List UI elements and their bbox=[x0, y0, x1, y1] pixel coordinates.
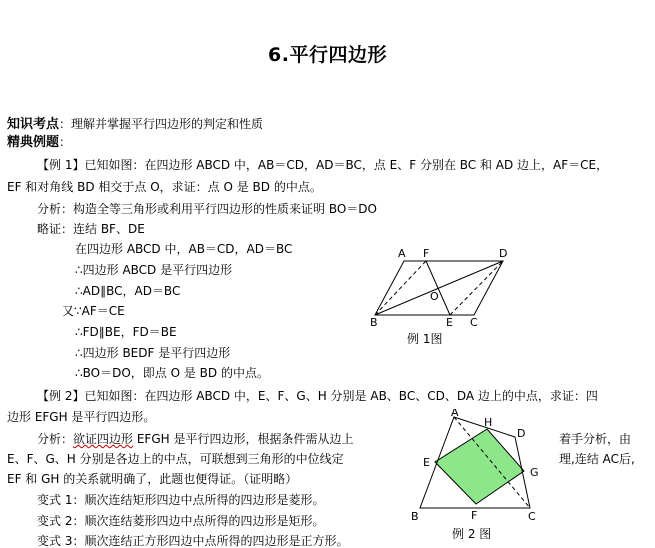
ex1-statement-line1: 【例 1】已知如图：在四边形 ABCD 中，AB＝CD，AD＝BC，点 E、F 分别在 BC 和 AD 边上，AF＝CE， bbox=[37, 158, 609, 172]
ex2-analysis-rest: EFGH 是平行四边形，根据条件需从边上 bbox=[133, 432, 354, 446]
ex2-variant: 变式 3：顺次连结正方形四边中点所得的四边形是正方形。 bbox=[37, 534, 349, 548]
ex1-proof-line: ∴BO＝DO，即点 O 是 BD 的中点。 bbox=[75, 366, 269, 380]
ex2-analysis-right1: 着手分析，由 bbox=[559, 432, 632, 446]
fig1-label-e: E bbox=[446, 316, 453, 329]
dashed-de bbox=[450, 261, 503, 315]
ex2-variant: 变式 2：顺次连结菱形四边中点所得的四边形是矩形。 bbox=[37, 514, 325, 528]
fig2-label-d: D bbox=[517, 427, 526, 440]
ex2-analysis-line2: E、F、G、H 分别是各边上的中点，可联想到三角形的中位线定 bbox=[7, 452, 344, 466]
ex2-analysis-line1 bbox=[37, 432, 353, 446]
examples-heading-row bbox=[7, 135, 71, 150]
examples-heading: 精典例题 bbox=[7, 135, 60, 150]
fig1-label-d: D bbox=[499, 247, 508, 260]
quadrilateral-efgh bbox=[435, 429, 524, 504]
fig2-label-e: E bbox=[423, 456, 430, 469]
knowledge-row bbox=[7, 117, 263, 132]
ex1-proof-line: ∴四边形 ABCD 是平行四边形 bbox=[75, 263, 233, 277]
fig1-label-c: C bbox=[470, 316, 478, 329]
fig2-caption: 例 2 图 bbox=[452, 527, 492, 541]
knowledge-colon: ： bbox=[59, 117, 72, 131]
fig1-label-a: A bbox=[398, 247, 406, 260]
ex2-variant: 变式 1：顺次连结矩形四边中点所得的四边形是菱形。 bbox=[37, 493, 325, 507]
ex2-analysis-line3: EF 和 GH 的关系就明确了，此题也便得证。（证明略） bbox=[7, 472, 298, 486]
ex1-proof-line: ∴AD∥BC，AD＝BC bbox=[75, 284, 181, 298]
ex1-proof-line: 又∵AF＝CE bbox=[62, 304, 125, 318]
fig2-label-c: C bbox=[528, 510, 536, 523]
fig2-label-f: F bbox=[471, 509, 478, 522]
fig2-label-g: G bbox=[530, 466, 539, 479]
fig2-label-b: B bbox=[411, 510, 419, 523]
ex1-proof-line: ∴四边形 BEDF 是平行四边形 bbox=[75, 346, 231, 360]
ex1-proof-line: ∴FD∥BE，FD＝BE bbox=[75, 325, 177, 339]
ex1-proof-line: 在四边形 ABCD 中，AB＝CD，AD＝BC bbox=[75, 242, 293, 256]
ex2-statement-line2: 边形 EFGH 是平行四边形。 bbox=[7, 410, 156, 424]
ex2-statement-line1: 【例 2】已知如图：在四边形 ABCD 中，E、F、G、H 分别是 AB、BC、CD、DA 边上的中点，求证：四 bbox=[37, 389, 598, 403]
fig1-label-f: F bbox=[423, 247, 430, 260]
ex2-analysis-label: 分析： bbox=[37, 432, 74, 446]
fig2-label-h: H bbox=[484, 416, 493, 429]
ex1-proof-line: 略证：连结 BF、DE bbox=[37, 222, 145, 236]
dashed-bf bbox=[375, 261, 426, 315]
page-title: 6.平行四边形 bbox=[268, 44, 387, 66]
fig1-label-b: B bbox=[370, 316, 378, 329]
ex1-statement-line2: EF 和对角线 BD 相交于点 O，求证：点 O 是 BD 的中点。 bbox=[7, 180, 322, 194]
knowledge-text: 理解并掌握平行四边形的判定和性质 bbox=[71, 117, 264, 131]
ex1-figure bbox=[360, 244, 530, 346]
ex2-analysis-underlined: 欲证四边形 bbox=[73, 432, 134, 446]
fig2-label-a: A bbox=[451, 409, 459, 419]
knowledge-label: 知识考点 bbox=[7, 117, 60, 132]
ex2-figure bbox=[405, 409, 555, 547]
ex2-analysis-right2: 理,连结 AC后, bbox=[559, 452, 635, 466]
segment-ef bbox=[426, 261, 450, 315]
ex1-analysis: 分析：构造全等三角形或利用平行四边形的性质来证明 BO＝DO bbox=[37, 202, 377, 216]
diagonal-bd bbox=[375, 261, 503, 315]
fig1-label-o: O bbox=[430, 290, 439, 303]
fig1-caption: 例 1图 bbox=[407, 332, 443, 346]
examples-colon: ： bbox=[59, 135, 72, 149]
